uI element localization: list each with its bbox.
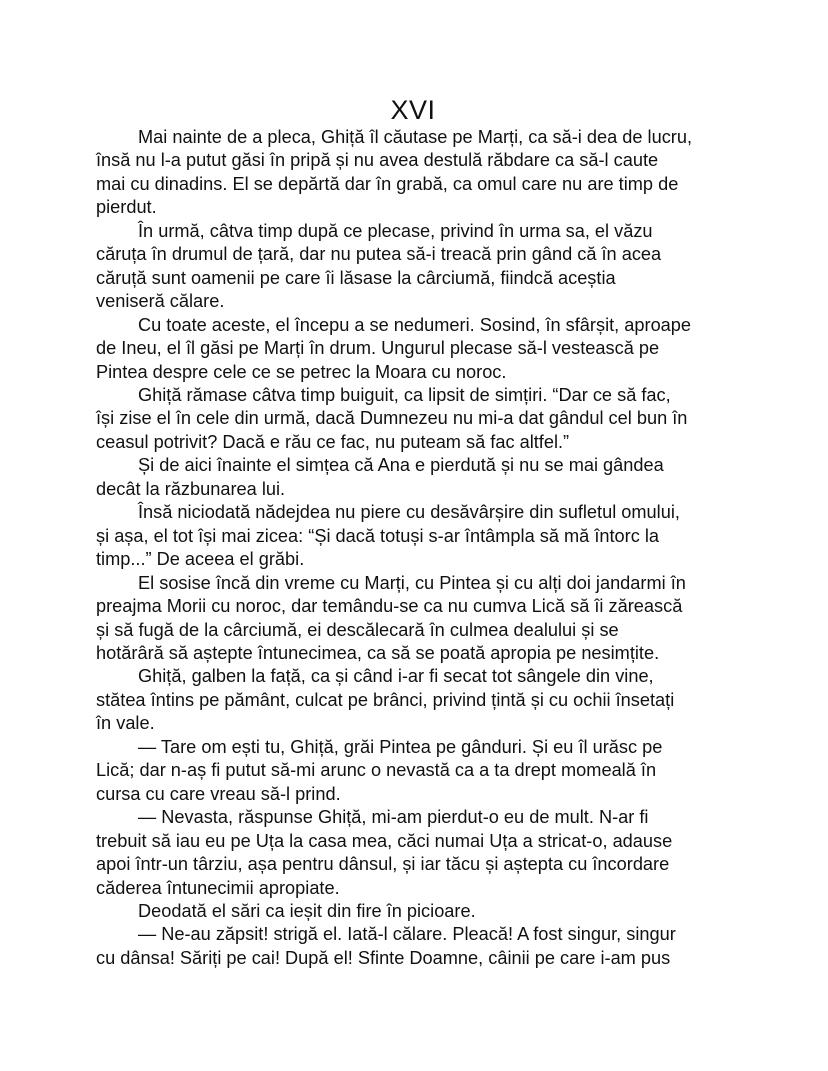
text-line: El sosise încă din vreme cu Marți, cu Pintea și cu alți doi jandarmi în bbox=[138, 572, 686, 593]
text-line: cu dânsa! Săriți pe cai! După el! Sfinte Doamne, câinii pe care i-am pus bbox=[96, 947, 671, 968]
text-line: preajma Morii cu noroc, dar temându-se ca nu cumva Lică să îi zărească bbox=[96, 596, 683, 617]
text-line: Ghiță, galben la față, ca și când i-ar fi secat tot sângele din vine, bbox=[138, 666, 654, 687]
text-line: veniseră călare. bbox=[96, 291, 225, 312]
text-line: Și de aici înainte el simțea că Ana e pierdută și nu se mai gândea bbox=[138, 455, 664, 476]
text-line: căderea întunecimii apropiate. bbox=[96, 877, 340, 898]
paragraph-5 bbox=[96, 454, 730, 501]
text-line: cursa cu care vreau să-l prind. bbox=[96, 783, 341, 804]
text-line: hotărâră să aștepte întunecimea, ca să se poată apropia pe nesimțite. bbox=[96, 642, 660, 663]
text-line: — Ne-au zăpsit! strigă el. Iată-l călare. Pleacă! A fost singur, singur bbox=[138, 924, 676, 945]
text-line: ceasul potrivit? Dacă e rău ce fac, nu puteam să fac altfel.” bbox=[96, 431, 570, 452]
text-line: În urmă, câtva timp după ce plecase, privind în urma sa, el văzu bbox=[138, 220, 653, 241]
text-line: căruță sunt oamenii pe care îi lăsase la cârciumă, fiindcă aceștia bbox=[96, 267, 616, 288]
paragraph-1 bbox=[96, 126, 730, 220]
text-line: Pintea despre cele ce se petrec la Moara cu noroc. bbox=[96, 361, 507, 382]
text-line: și să fugă de la cârciumă, ei descălecară în culmea dealului și se bbox=[96, 619, 619, 640]
text-line: pierdut. bbox=[96, 197, 157, 218]
text-line: căruța în drumul de țară, dar nu putea să-i treacă prin gând că în acea bbox=[96, 244, 662, 265]
text-line: de Ineu, el îl găsi pe Marți în drum. Ungurul plecase să-l vestească pe bbox=[96, 338, 660, 359]
text-line: apoi într-un târziu, așa pentru dânsul, și iar tăcu și aștepta cu încordare bbox=[96, 854, 670, 875]
text-line: Mai nainte de a pleca, Ghiță îl căutase pe Marți, ca să-i dea de lucru, bbox=[138, 127, 693, 147]
text-line: decât la răzbunarea lui. bbox=[96, 478, 286, 499]
paragraph-3 bbox=[96, 314, 730, 384]
text-line: Cu toate aceste, el începu a se nedumeri. Sosind, în sfârșit, aproape bbox=[138, 314, 692, 335]
paragraph-11 bbox=[96, 900, 730, 923]
text-line: Însă niciodată nădejdea nu piere cu desăvârșire din sufletul omului, bbox=[138, 502, 680, 523]
paragraph-12 bbox=[96, 923, 730, 970]
paragraph-6 bbox=[96, 501, 730, 571]
chapter-title: XVI bbox=[390, 95, 436, 125]
text-line: trebuit să iau eu pe Uța la casa mea, căci numai Uța a stricat-o, adause bbox=[96, 830, 673, 851]
text-line: stătea întins pe pământ, culcat pe brânci, privind țintă și cu ochii însetați bbox=[96, 689, 675, 710]
paragraph-4 bbox=[96, 384, 730, 454]
paragraph-9 bbox=[96, 736, 730, 806]
paragraph-2 bbox=[96, 220, 730, 314]
text-line: — Tare om ești tu, Ghiță, grăi Pintea pe gânduri. Și eu îl urăsc pe bbox=[138, 736, 663, 757]
text-line: Deodată el sări ca ieșit din fire în picioare. bbox=[138, 900, 476, 921]
text-line: mai cu dinadins. El se depărtă dar în grabă, ca omul care nu are timp de bbox=[96, 173, 679, 194]
text-line: își zise el în cele din urmă, dacă Dumnezeu nu mi-a dat gândul cel bun în bbox=[96, 408, 688, 429]
text-line: timp...” De aceea el grăbi. bbox=[96, 549, 305, 570]
text-line: și așa, el tot își mai zicea: “Și dacă totuși s-ar întâmpla să mă întorc la bbox=[96, 525, 660, 546]
paragraph-7 bbox=[96, 572, 730, 666]
text-line: Lică; dar n-aș fi putut să-mi arunc o nevastă ca a ta drept momeală în bbox=[96, 760, 657, 781]
text-line: Ghiță rămase câtva timp buiguit, ca lipsit de simțiri. “Dar ce să fac, bbox=[138, 384, 671, 405]
text-line: în vale. bbox=[96, 713, 155, 734]
paragraph-8 bbox=[96, 665, 730, 735]
document-page bbox=[96, 94, 730, 970]
paragraph-10 bbox=[96, 806, 730, 900]
text-line: — Nevasta, răspunse Ghiță, mi-am pierdut-o eu de mult. N-ar fi bbox=[138, 807, 649, 828]
text-line: însă nu l-a putut găsi în pripă și nu avea destulă răbdare ca să-l caute bbox=[96, 150, 659, 171]
